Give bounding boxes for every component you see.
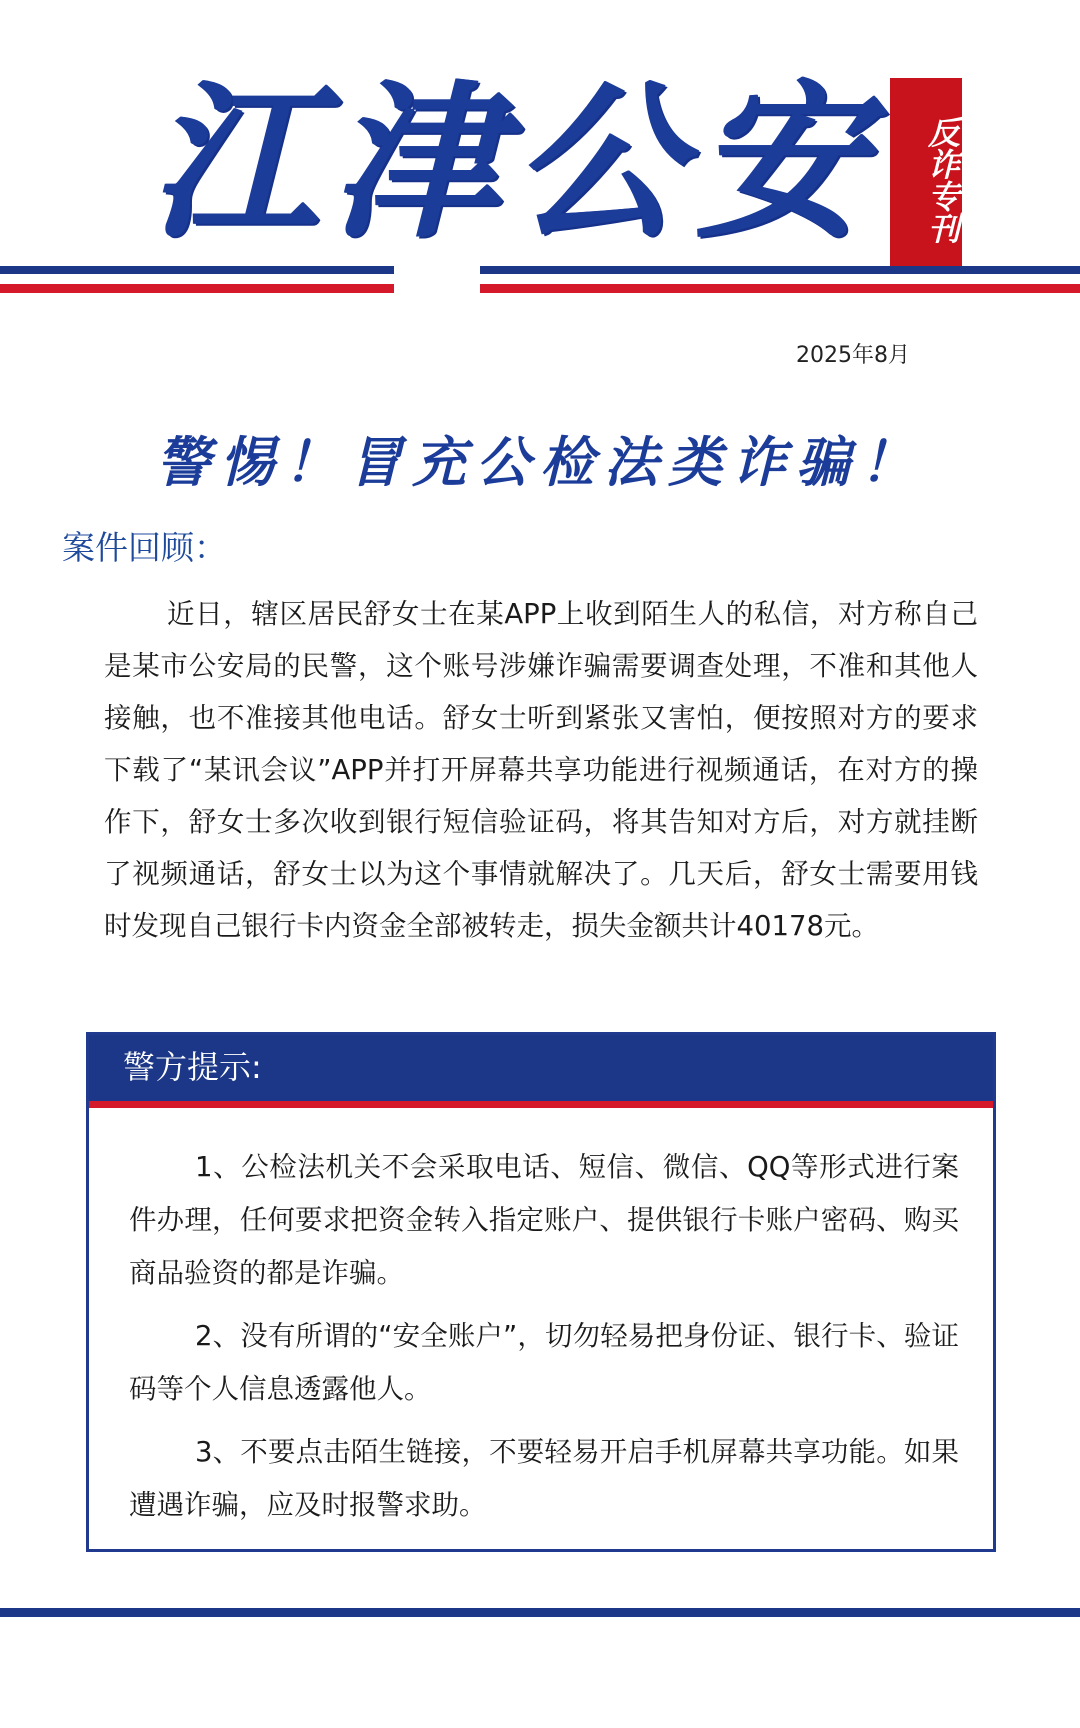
tip-item: 2、没有所谓的“安全账户”，切勿轻易把身份证、银行卡、验证码等个人信息透露他人。: [129, 1320, 959, 1405]
tip-item: 3、不要点击陌生链接，不要轻易开启手机屏幕共享功能。如果遭遇诈骗，应及时报警求助。: [129, 1436, 959, 1521]
case-review-body: 近日，辖区居民舒女士在某APP上收到陌生人的私信，对方称自己是某市公安局的民警，这个账号涉嫌诈骗需要调查处理，不准和其他人接触，也不准接其他电话。舒女士听到紧张又害怕，便按照对方的要求下载了“某讯会议”APP并打开屏幕共享功能进行视频通话，在对方的操作下，舒女士多次收到银行短信验证码，将其告知对方后，对方就挂断了视频通话，舒女士以为这个事情就解决了。几天后，舒女士需要用钱时发现自己银行卡内资金全部被转走，损失金额共计40178元。: [104, 598, 978, 942]
issue-date: 2025年8月: [796, 343, 910, 368]
header-rule-blue-left: [0, 266, 394, 274]
headline: 警惕！冒充公检法类诈骗！: [156, 430, 924, 494]
police-tips-box: [86, 1032, 996, 1552]
police-tips-title: 警方提示:: [123, 1048, 262, 1086]
police-tips-list: [129, 1141, 959, 1542]
anti-fraud-seal: 反诈专刊: [890, 78, 962, 266]
header-rule-blue-right: [480, 266, 1080, 274]
case-review-title: 案件回顾：: [62, 528, 227, 567]
police-tips-header: [89, 1035, 993, 1108]
footer-rule: [0, 1608, 1080, 1617]
tip-item: 1、公检法机关不会采取电话、短信、微信、QQ等形式进行案件办理，任何要求把资金转入指定账户、提供银行卡账户密码、购买商品验资的都是诈骗。: [129, 1151, 959, 1289]
header-rule-red-right: [480, 284, 1080, 293]
masthead-title: 江津公安: [150, 63, 878, 261]
header-rule-red-left: [0, 284, 394, 293]
